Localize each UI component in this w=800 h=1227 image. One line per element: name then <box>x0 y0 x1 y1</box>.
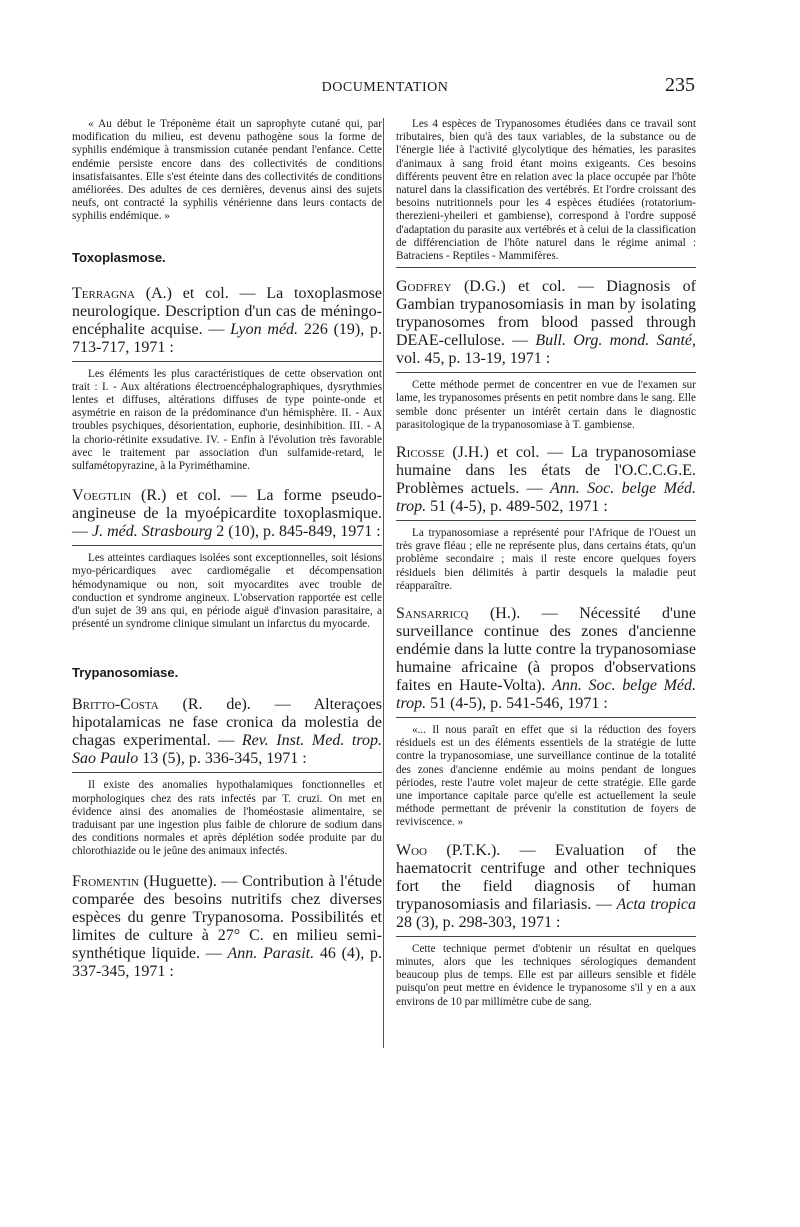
citation-abstract: Cette méthode permet de concentrer en vue de l'examen sur lame, les trypanosomes présents en petit nombre dans le sang. Elle semble donc présenter un intérêt certain dans le diagnostic parasitologique de la trypanosomiase à T. gambiense. <box>396 379 696 431</box>
rule <box>396 936 696 937</box>
citation <box>396 278 696 368</box>
citation-author: Godfrey <box>396 278 452 296</box>
citation-title: (R. de). — Alteraçoes hipotalamicas ne fase cronica da molestia de chagas experimental. — <box>72 696 382 750</box>
right-column <box>396 118 696 1009</box>
intro-quote: « Au début le Tréponème était un saprophyte cutané qui, par modification du milieu, est devenu pathogène sous la forme de syphilis endémique à transmission cutanée pendant l'enfance. Cette endémie persiste encore dans des collectivités de conditions insatisfaisantes. Elle s'est éteinte dans des collectivités de conditions améliorées. Des adultes de ces dernières, devenus ainsi des sujets neufs, ont contracté la syphilis vénérienne dans leurs contacts de syphilis endémique. » <box>72 118 382 223</box>
citation-journal: Bull. Org. mond. Santé, <box>535 332 696 350</box>
citation-title: (A.) et col. — La toxoplasmose neurologique. Description d'un cas de méningo-encéphalite acquise. — <box>72 284 382 338</box>
section-title-trypanosomiase: Trypanosomiase. <box>72 665 179 681</box>
rule <box>396 520 696 521</box>
citation-abstract: Cette technique permet d'obtenir un résultat en quelques minutes, alors que les techniques sérologiques demandent beaucoup plus de temps. Elle est par ailleurs sensible et fidèle puisqu'on peut mettre en évidence le trypanosome s'il y en a aux environs de 10 par millimètre cube de sang. <box>396 942 696 1008</box>
citation-ref: 2 (10), p. 845-849, 1971 : <box>212 523 381 541</box>
bibliography-entry <box>396 444 696 593</box>
citation-abstract: Les atteintes cardiaques isolées sont exceptionnelles, soit lésions myo-péricardiques avec cardiomégalie et décompensation hémodynamique ou non, soit myocardites avec trouble de conduction et syndrome angineux. L'observation rapportée est celle d'un sujet de 39 ans qui, en période aiguë d'invasion parasitaire, a présenté un syndrome clinique simulant un infarctus du myocarde. <box>72 552 382 631</box>
section-title-toxoplasmose: Toxoplasmose. <box>72 249 166 265</box>
citation <box>72 873 382 981</box>
citation-author: Woo <box>396 841 427 859</box>
citation-abstract: «... Il nous paraît en effet que si la réduction des foyers résiduels est un des éléments essentiels de la stratégie de lutte contre la trypanosomiase, une surveillance continue de la totalité des zones d'ancienne endémie au moins pendant de longues périodes, reste l'autre volet majeur de cette stratégie. Elle garde une importance capitale parce qu'elle est actuellement la seule méthode permettant de prévenir la constitution de foyers de reviviscence. » <box>396 724 696 829</box>
citation-journal: Lyon méd. <box>230 320 299 338</box>
rule <box>396 717 696 718</box>
citation-title: (P.T.K.). — Evaluation of the haematocrit centrifuge and other techniques fort the field diagnosis of human trypanosomiasis and filariasis. — <box>396 841 696 913</box>
rule <box>72 361 382 362</box>
citation-title: (H.). — Nécessité d'une surveillance continue des zones d'ancienne endémie dans la lutte contre la trypanosomiase humaine africaine (à propos d'observations faites en Haute-Volta). <box>396 605 696 695</box>
citation-journal: Ann. Soc. belge Méd. trop. <box>396 480 697 516</box>
citation-abstract: La trypanosomiase a représenté pour l'Afrique de l'Ouest un très grave fléau ; elle ne représente plus, dans certains états, qu'un problème secondaire ; mais il reste encore quelques foyers résiduels bien délimités à partir desquels la maladie peut réapparaître. <box>396 527 696 592</box>
citation-journal: Acta tropica <box>616 895 697 913</box>
left-column <box>72 118 382 981</box>
bibliography-entry <box>396 842 696 1009</box>
bibliography-entry <box>72 696 382 858</box>
citation-ref: 51 (4-5), p. 541-546, 1971 : <box>426 695 608 713</box>
bibliography-entry <box>396 605 696 830</box>
citation <box>72 487 382 541</box>
citation-author: Voegtlin <box>72 487 132 505</box>
citation-ref: vol. 45, p. 13-19, 1971 : <box>396 350 551 368</box>
rule <box>396 372 696 373</box>
rule <box>72 772 382 773</box>
bibliography-entry <box>72 487 382 631</box>
citation-abstract: Il existe des anomalies hypothalamiques fonctionnelles et morphologiques chez des rats infectés par T. cruzi. On met en évidence ainsi des anomalies de l'homéostasie alimentaire, se traduisant par une ingestion plus faible de chlorure de sodium dans des conditions normales et après déplétion sodée produite par du chlorothiazide ou le jeûne des animaux infectés. <box>72 779 382 858</box>
citation-title: (Huguette). — Contribution à l'étude comparée des besoins nutritifs chez diverses espèces du genre Trypanosoma. Possibilités et limites de culture à 27° C. en milieu semi-synthétique liquide. — <box>72 872 382 962</box>
bibliography-entry <box>396 278 696 432</box>
bibliography-entry <box>72 873 382 981</box>
rule <box>396 267 696 268</box>
citation-title: (D.G.) et col. — Diagnosis of Gambian trypanosomiasis in man by isolating trypanosomes from blood passed through DEAE-cellulose. — <box>396 278 696 350</box>
citation-ref: 46 (4), p. 337-345, 1971 : <box>72 944 382 980</box>
citation <box>72 696 382 768</box>
citation-ref: 226 (19), p. 713-717, 1971 : <box>72 320 383 356</box>
citation-ref: 28 (3), p. 298-303, 1971 : <box>396 913 561 931</box>
citation-author: Ricosse <box>396 444 445 462</box>
page-number: 235 <box>665 74 695 96</box>
column-divider <box>383 118 384 1048</box>
citation-journal: J. méd. Strasbourg <box>92 523 213 541</box>
citation <box>72 285 382 357</box>
citation-ref: 13 (5), p. 336-345, 1971 : <box>138 750 307 768</box>
rule <box>72 545 382 546</box>
citation-ref: 51 (4-5), p. 489-502, 1971 : <box>426 498 608 516</box>
citation-title: (J.H.) et col. — La trypanosomiase humaine dans les états de l'O.C.C.G.E. Problèmes actuels. — <box>396 444 696 498</box>
citation-journal: Ann. Parasit. <box>227 944 315 962</box>
bibliography-entry <box>72 285 382 474</box>
citation-author: Britto-Costa <box>72 696 159 714</box>
citation <box>396 444 696 516</box>
citation-author: Sansarricq <box>396 605 469 623</box>
citation-journal: Ann. Soc. belge Méd. trop. <box>396 677 697 713</box>
running-header: DOCUMENTATION <box>321 80 449 95</box>
citation-author: Terragna <box>72 284 135 302</box>
continued-abstract: Les 4 espèces de Trypanosomes étudiées dans ce travail sont tributaires, bien qu'à des taux variables, de la substance ou de l'énergie liée à l'activité glycolytique des hématies, les parasites d'animaux à sang froid étant moins exigeants. Ces besoins différents peuvent être en relation avec la place occupée par l'hôte naturel dans la classification des vertébrés. Et l'ordre croissant des besoins nutritionnels pour les 4 espèces étudiées (rotatorium-therezieni-yheileri et gambiense), correspond à l'ordre supposé d'adaptation du parasite aux vertébrés et à celui de la classification de différenciation de l'hôte naturel dans le régime animal : Batraciens - Reptiles - Mammifères. <box>396 118 696 263</box>
citation-title: (R.) et col. — La forme pseudo-angineuse de la myoépicardite toxoplasmique. — <box>72 487 382 541</box>
citation-abstract: Les éléments les plus caractéristiques de cette observation ont trait : I. - Aux altérations électroencéphalographiques, dysrythmies lentes et diffuses, altérations diffuses de type pointe-onde et asymétrie en raison de la prédominance d'un hémisphère. II. - Aux troubles psychiques, désorientation, euphorie, desinhibition. III. - A la chorio-rétinite exsudative. IV. - Enfin à l'évolution très favorable avec le traitement par association d'un sulfamide-retard, le sulfamétopyrazine, à la Pyriméthamine. <box>72 367 382 473</box>
citation-journal: Rev. Inst. Med. trop. Sao Paulo <box>72 732 382 768</box>
citation <box>396 605 696 713</box>
citation <box>396 842 696 932</box>
citation-author: Fromentin <box>72 872 139 890</box>
